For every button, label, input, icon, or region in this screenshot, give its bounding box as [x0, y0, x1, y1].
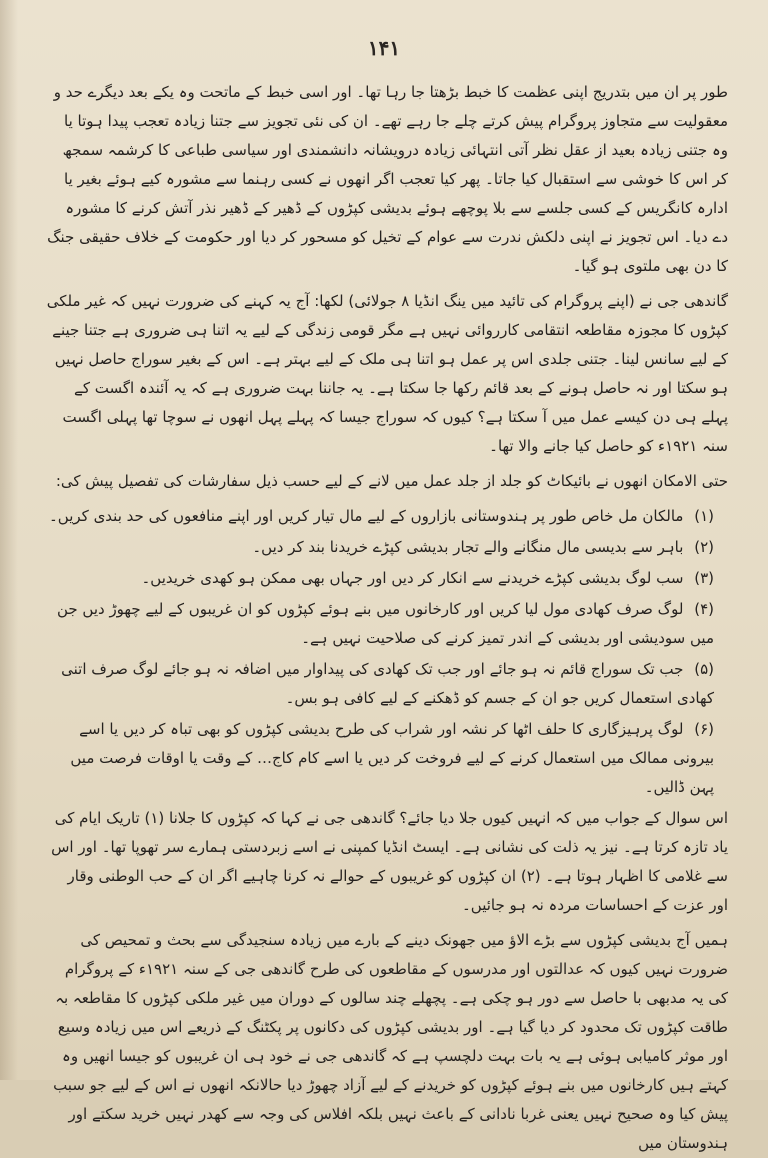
- paragraph: گاندھی جی نے (اپنے پروگرام کی تائید میں ینگ انڈیا ۸ جولائی) لکھا: آج یہ کہنے کی ضرورت نہیں کہ غیر ملکی کپڑوں کا مجوزہ مقاطعہ انتقامی کارروائی نہیں ہے مگر قومی زندگی کے لیے یہ اتنا ہی ضروری ہے جتنا جینے کے لیے سانس لینا۔ جتنی جلدی اس پر عمل ہو اتنا ہی ملک کے لیے بہتر ہے۔ اس کے بغیر سوراج حاصل نہیں ہو سکتا اور نہ حاصل ہونے کے بعد قائم رکھا جا سکتا ہے۔ یہ جاننا بہت ضروری ہے کہ یہ آئندہ اگست کے پہلے ہی دن کیسے عمل میں آ سکتا ہے؟ کیوں کہ سوراج جیسا کہ پہلے پہل انھوں نے سوچا تھا پہلی اگست سنہ ۱۹۲۱ء کو حاصل کیا جانے والا تھا۔: [46, 292, 728, 455]
- paragraph: طور پر ان میں بتدریج اپنی عظمت کا خبط بڑھتا جا رہا تھا۔ اور اسی خبط کے ماتحت وہ یکے بعد دیگرے حد و معقولیت سے متجاوز پروگرام پیش کرتے چلے جا رہے تھے۔ ان کی نئی تجویز سے جتنا زیادہ تعجب پیدا ہوتا یا وہ جتنی زیادہ بعید از عقل نظر آتی انتہائی زیادہ درویشانہ دانشمندی اور سیاسی طباعی کا کرشمہ سمجھ کر اس کا خوشی سے استقبال کیا جاتا۔ پھر کیا تعجب اگر انھوں نے کسی رہنما سے مشورہ کیے ہوئے بغیر یا ادارہ کانگریس کے کسی جلسے سے بلا پوچھے ہوئے بدیشی کپڑوں کے ڈھیر کے ڈھیر نذر آتش کرنے کا مشورہ دے دیا۔ اس تجویز نے اپنی دلکش ندرت سے عوام کے تخیل کو مسحور کر دیا اور حکومت کے خلاف حقیقی جنگ کا دن بھی ملتوی ہو گیا۔: [47, 83, 728, 275]
- list-item-text: باہر سے بدیسی مال منگانے والے تجار بدیشی کپڑے خریدنا بند کر دیں۔: [252, 538, 684, 556]
- list-item-number: (۶): [694, 720, 714, 738]
- paragraph: حتی الامکان انھوں نے بائیکاٹ کو جلد از جلد عمل میں لانے کے لیے حسب ذیل سفارشات کی تفصیل پیش کی:: [55, 472, 728, 490]
- list-item: [46, 715, 728, 802]
- list-item-number: (۵): [694, 660, 714, 678]
- list-item-number: (۲): [694, 538, 714, 556]
- body-text: [46, 78, 728, 1152]
- list-item: [46, 502, 728, 531]
- list-item-text: مالکان مل خاص طور پر ہندوستانی بازاروں کے لیے مال تیار کریں اور اپنے منافعوں کی حد بندی کریں۔: [49, 507, 684, 525]
- paragraph: ہمیں آج بدیشی کپڑوں سے بڑے الاؤ میں جھونک دینے کے بارے میں زیادہ سنجیدگی سے بحث و تمحیص کی ضرورت نہیں کیوں کہ عدالتوں اور مدرسوں کے مقاطعوں کی طرح گاندھی جی کے سنہ ۱۹۲۱ء کے پروگرام کی یہ مدبھی با حاصل سے دور ہو چکی ہے۔ پچھلے چند سالوں کے دوران میں غیر ملکی کپڑوں کا مقاطعہ بہ طاقت کپڑوں تک محدود کر دیا گیا ہے۔ اور بدیشی کپڑوں کی دکانوں پر پکٹنگ کے ذریعے اس میں زیادہ وسیع اور موثر کامیابی ہوئی ہے یہ بات بہت دلچسپ ہے کہ گاندھی جی نے خود ہی ان غریبوں کو جیسا انھیں وہ کہتے ہیں کارخانوں میں بنے ہوئے کپڑوں کو خریدنے کے لیے آزاد چھوڑ دیا حالانکہ انھوں نے اس کے لیے جو سبب پیش کیا وہ صحیح نہیں یعنی غربا نادانی کے باعث نہیں بلکہ افلاس کی وجہ سے کھدر نہیں خرید سکتے اور ہندوستان میں: [53, 931, 728, 1152]
- list-item-number: (۴): [694, 600, 714, 618]
- list-item-number: (۱): [694, 507, 714, 525]
- list-item-text: سب لوگ بدیشی کپڑے خریدنے سے انکار کر دیں اور جہاں بھی ممکن ہو کھدی خریدیں۔: [141, 569, 684, 587]
- list-item: [46, 655, 728, 713]
- list-item-text: لوگ صرف کھادی مول لیا کریں اور کارخانوں میں بنے ہوئے کپڑوں کو ان غریبوں کے لیے چھوڑ دیں جن میں سودیشی اور بدیشی کے اندر تمیز کرنے کی صلاحیت نہیں ہے۔: [56, 600, 714, 647]
- paragraph: اس سوال کے جواب میں کہ انہیں کیوں جلا دیا جائے؟ گاندھی جی نے کہا کہ کپڑوں کا جلانا (۱) تاریک ایام کی یاد تازہ کرتا ہے۔ نیز یہ ذلت کی نشانی ہے۔ ایسٹ انڈیا کمپنی نے اسے زبردستی ہمارے سر تھوپا تھا۔ اور اس سے غلامی کا اظہار ہوتا ہے۔ (۲) ان کپڑوں کو غریبوں کے حوالے نہ کرنا چاہیے اگر ان کے حب الوطنی وقار اور عزت کے احساسات مردہ نہ ہو جائیں۔: [51, 809, 728, 914]
- list-item-text: لوگ پرہیزگاری کا حلف اٹھا کر نشہ اور شراب کی طرح بدیشی کپڑوں کو بھی تباہ کر دیں یا اسے بیرونی ممالک میں استعمال کرنے کے لیے فروخت کر دیں یا اسے کام کاج… کے وقت یا اوقات فرصت میں پہن ڈالیں۔: [70, 720, 714, 796]
- list-item: [46, 564, 728, 593]
- page-number: ۱۴۱: [367, 36, 401, 60]
- page-edge-shadow: [0, 0, 18, 1080]
- list-item: [46, 595, 728, 653]
- list-item-number: (۳): [694, 569, 714, 587]
- list-item: [46, 533, 728, 562]
- list-item-text: جب تک سوراج قائم نہ ہو جائے اور جب تک کھادی کی پیداوار میں اضافہ نہ ہو جائے لوگ صرف اتنی کھادی استعمال کریں جو ان کے جسم کو ڈھکنے کے لیے کافی ہو بس۔: [61, 660, 714, 707]
